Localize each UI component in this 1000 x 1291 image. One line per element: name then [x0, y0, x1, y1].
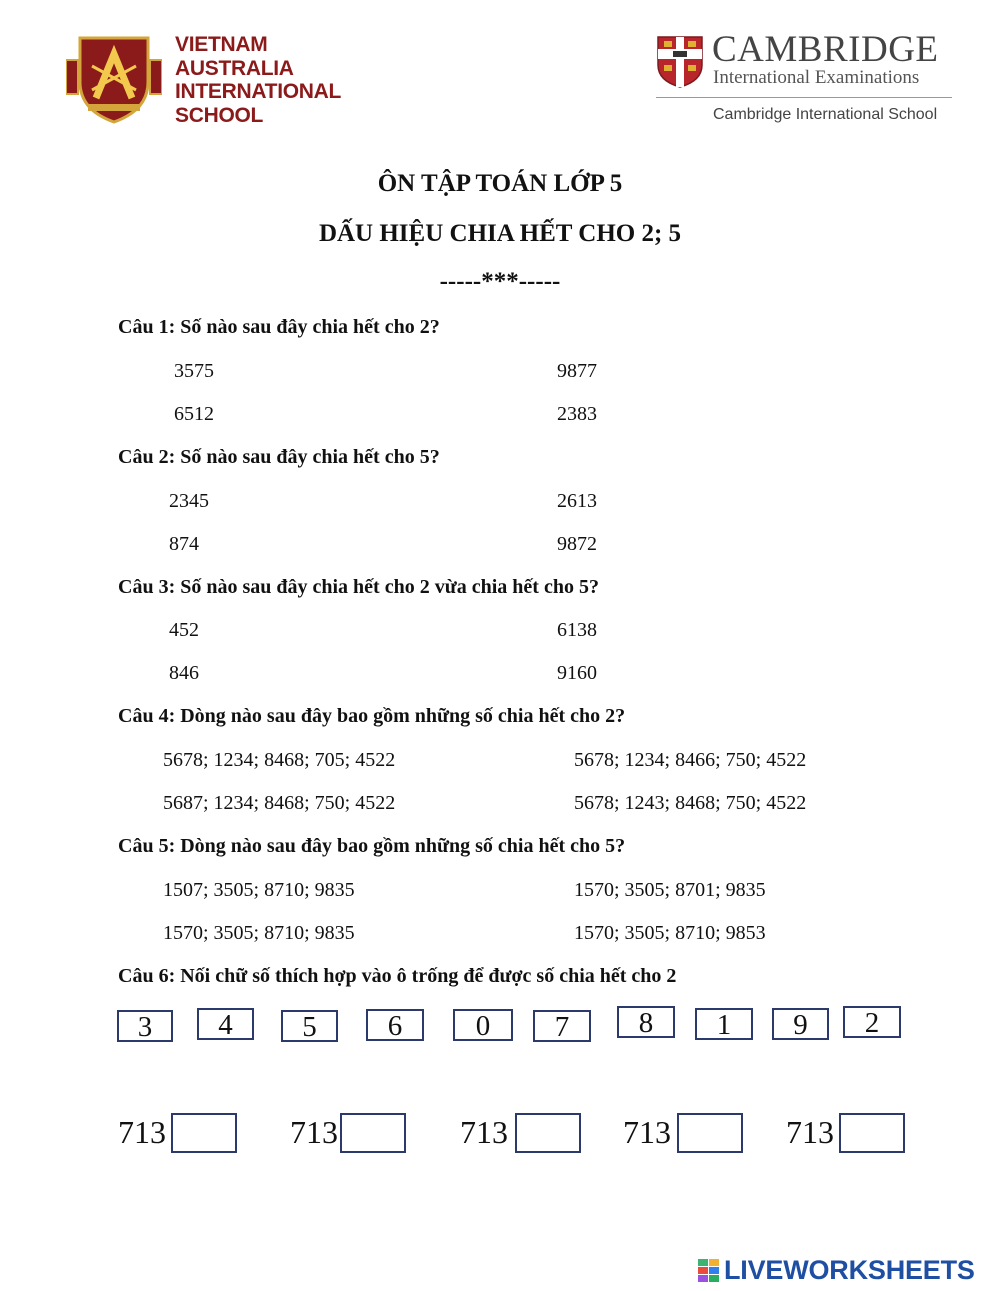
liveworksheets-logo-icon: [698, 1259, 720, 1283]
question-1-option[interactable]: 6512: [174, 403, 214, 425]
school-crest-logo: [66, 32, 162, 124]
answer-blank[interactable]: [677, 1113, 743, 1153]
digit-tile[interactable]: 8: [617, 1006, 675, 1038]
worksheet-subtitle: DẤU HIỆU CHIA HẾT CHO 2; 5: [318, 220, 682, 247]
digit-tile[interactable]: 3: [117, 1010, 173, 1042]
question-4-option[interactable]: 5678; 1243; 8468; 750; 4522: [574, 792, 807, 814]
question-5-option[interactable]: 1507; 3505; 8710; 9835: [163, 879, 355, 901]
question-1-label: Câu 1: Số nào sau đây chia hết cho 2?: [118, 316, 440, 338]
number-prefix: 713: [786, 1114, 834, 1150]
number-prefix: 713: [118, 1114, 166, 1150]
question-4-label: Câu 4: Dòng nào sau đây bao gồm những số chia hết cho 2?: [118, 705, 626, 727]
cambridge-title: CAMBRIDGE: [712, 29, 939, 70]
question-1-option[interactable]: 9877: [557, 360, 597, 382]
question-5-option[interactable]: 1570; 3505; 8701; 9835: [574, 879, 766, 901]
title-divider: -----***-----: [439, 268, 561, 295]
liveworksheets-brand[interactable]: LIVEWORKSHEETS: [724, 1255, 975, 1285]
digit-tile[interactable]: 2: [843, 1006, 901, 1038]
number-prefix: 713: [290, 1114, 338, 1150]
digit-tile[interactable]: 9: [772, 1008, 829, 1040]
number-prefix: 713: [460, 1114, 508, 1150]
question-6-label: Câu 6: Nối chữ số thích hợp vào ô trống để được số chia hết cho 2: [118, 965, 677, 987]
question-2-option[interactable]: 2345: [169, 490, 209, 512]
digit-tile[interactable]: 4: [197, 1008, 254, 1040]
question-4-option[interactable]: 5678; 1234; 8468; 705; 4522: [163, 749, 396, 771]
digit-tile[interactable]: 5: [281, 1010, 338, 1042]
question-3-option[interactable]: 6138: [557, 619, 597, 641]
question-1-option[interactable]: 2383: [557, 403, 597, 425]
digit-tile[interactable]: 0: [453, 1009, 513, 1041]
school-name-line: INTERNATIONAL: [175, 80, 342, 103]
question-3-label: Câu 3: Số nào sau đây chia hết cho 2 vừa chia hết cho 5?: [118, 576, 599, 598]
school-name-logotype: [175, 33, 375, 127]
answer-blank[interactable]: [340, 1113, 406, 1153]
answer-blank[interactable]: [515, 1113, 581, 1153]
school-name-line: AUSTRALIA: [175, 56, 294, 80]
question-4-option[interactable]: 5678; 1234; 8466; 750; 4522: [574, 749, 807, 771]
question-3-option[interactable]: 452: [169, 619, 199, 641]
digit-tile[interactable]: 7: [533, 1010, 591, 1042]
question-1-option[interactable]: 3575: [174, 360, 214, 382]
question-3-option[interactable]: 846: [169, 662, 199, 684]
cambridge-shield-icon: [656, 35, 704, 89]
header-divider: [656, 97, 952, 98]
school-name-line: VIETNAM: [175, 33, 268, 56]
question-4-option[interactable]: 5687; 1234; 8468; 750; 4522: [163, 792, 396, 814]
cambridge-subtitle: International Examinations: [713, 67, 920, 88]
question-5-label: Câu 5: Dòng nào sau đây bao gồm những số chia hết cho 5?: [118, 835, 626, 857]
answer-blank[interactable]: [839, 1113, 905, 1153]
question-3-option[interactable]: 9160: [557, 662, 597, 684]
worksheet-title: ÔN TẬP TOÁN LỚP 5: [377, 170, 623, 197]
question-2-option[interactable]: 9872: [557, 533, 597, 555]
question-2-label: Câu 2: Số nào sau đây chia hết cho 5?: [118, 446, 440, 468]
digit-tile[interactable]: 1: [695, 1008, 753, 1040]
answer-blank[interactable]: [171, 1113, 237, 1153]
question-5-option[interactable]: 1570; 3505; 8710; 9835: [163, 922, 355, 944]
question-5-option[interactable]: 1570; 3505; 8710; 9853: [574, 922, 766, 944]
question-2-option[interactable]: 2613: [557, 490, 597, 512]
school-name-line: SCHOOL: [175, 103, 264, 127]
cambridge-school-label: Cambridge International School: [713, 106, 938, 123]
number-prefix: 713: [623, 1114, 671, 1150]
digit-tile[interactable]: 6: [366, 1009, 424, 1041]
question-2-option[interactable]: 874: [169, 533, 199, 555]
